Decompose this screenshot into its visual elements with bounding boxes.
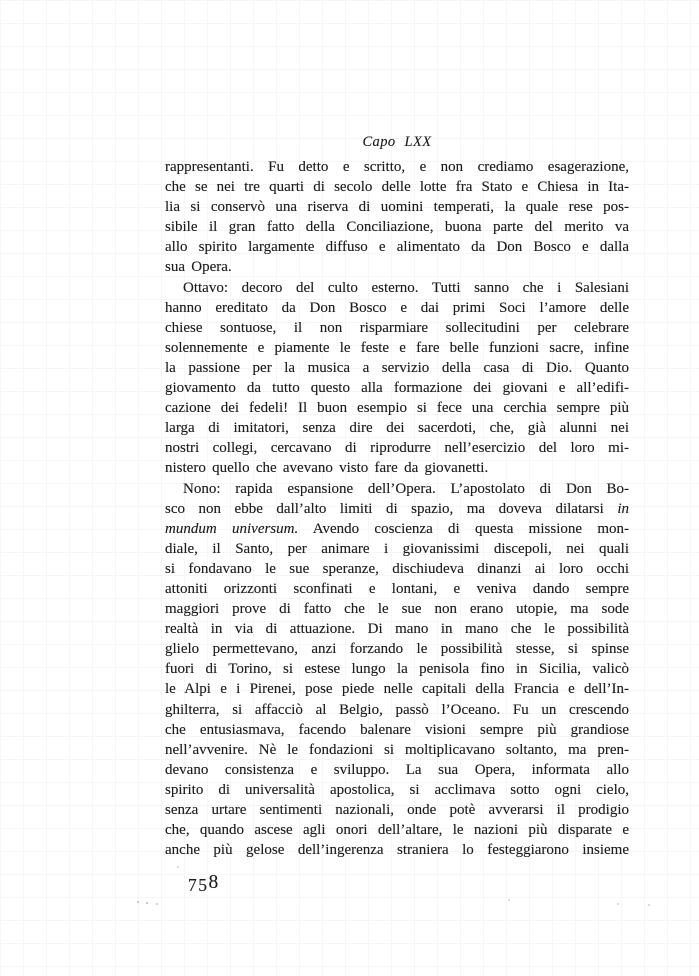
text-segment: attoniti orizzonti sconfinati e lontani, e veniva dando sempre [165,580,629,597]
page-number-digit: 8 [208,872,220,893]
text-segment: cazione dei fedeli! Il buon esempio si fece una cerchia sempre più [165,400,629,417]
scan-speck [648,904,650,906]
text-line [165,679,629,699]
chapter-header: Capo LXX [362,134,432,150]
text-line [165,740,629,760]
text-segment: realtà in via di attuazione. Di mano in mano che le possibilità [165,621,629,638]
text-segment: sibile il gran fatto della Conciliazione, buona parte del merito va [165,219,629,236]
text-segment: giovamento da tutto questo alla formazione dei giovani e all’edifi- [165,380,629,397]
text-segment: nell’avvenire. Nè le fondazioni si moltiplicavano soltanto, ma pren- [165,741,629,758]
page-number-digit: 7 [188,875,199,895]
text-segment: nistero quello che avevano visto fare da giovanetti. [165,460,489,477]
text-line [165,197,629,217]
text-line [165,157,629,177]
text-segment: lia si conservò una riserva di uomini temperati, la quale rese pos- [165,199,629,216]
text-segment: chiese sontuose, il non risparmiare sollecitudini per celebrare [165,319,629,336]
text-segment: sco non ebbe dall’alto limiti di spazio, ma doveva dilatarsi [165,500,618,517]
text-segment: spirito di universalità apostolica, si acclimava sotto ogni cielo, [165,781,629,798]
text-segment: Nono: rapida espansione dell’Opera. L’apostolato di Don Bo- [183,480,629,497]
text-segment: diale, il Santo, per animare i giovanissimi discepoli, nei quali [165,540,629,557]
text-segment: ghilterra, si affacciò al Belgio, passò l’Oceano. Fu un crescendo [165,701,629,718]
text-line [165,720,629,740]
text-line [165,257,629,277]
text-segment: anche più gelose dell’ingerenza straniera lo festeggiarono insieme [165,842,629,859]
text-segment: si fondavano le sue speranze, dischiudeva dinanzi ai loro occhi [165,560,629,577]
italic-text-segment: mundum universum. [165,520,299,537]
text-segment: che entusiasmava, facendo balenare visioni sempre più grandiose [165,721,629,738]
scan-speck [617,903,619,905]
text-line [165,479,629,499]
text-line [165,237,629,257]
text-line [165,177,629,197]
text-line [165,499,629,519]
text-line [165,800,629,820]
text-segment: glielo permettevano, anzi forzando le possibilità stesse, si spinse [165,641,629,658]
text-segment: che, quando ascese agli onori dell’altare, le nazioni più disparate e [165,822,629,839]
text-line [165,519,629,539]
text-segment: Ottavo: decoro del culto esterno. Tutti sanno che i Salesiani [183,279,629,296]
scan-speck [177,866,179,868]
text-segment: le Alpi e i Pirenei, pose piede nelle capitali della Francia e dell’In- [165,681,629,698]
text-segment: solennemente e piamente le feste e fare belle funzioni sacre, infine [165,339,629,356]
text-line [165,579,629,599]
text-segment: nostri collegi, cercavano di riprodurre nell’esercizio del loro mi- [165,440,629,457]
text-line [165,840,629,860]
text-line [165,217,629,237]
scan-speck [508,899,510,901]
text-segment: rappresentanti. Fu detto e scritto, e non crediamo esagerazione, [165,159,629,175]
text-line [165,820,629,840]
text-line [165,458,629,478]
scan-speck [156,903,158,905]
text-line [165,780,629,800]
text-segment: la passione per la musica a servizio della casa di Dio. Quanto [165,359,629,376]
text-segment: senza urtare sentimenti nazionali, onde potè avverarsi il prodigio [165,802,629,818]
text-line [165,278,629,298]
text-segment: che se nei tre quarti di secolo delle lotte fra Stato e Chiesa in Ita- [165,179,629,196]
text-line [165,398,629,418]
text-line [165,298,629,318]
text-line [165,659,629,679]
text-segment: fuori di Torino, si estese lungo la penisola fino in Sicilia, valicò [165,661,629,678]
text-line [165,639,629,659]
text-line [165,760,629,780]
text-segment: hanno ereditato da Don Bosco e dai primi Soci l’amore delle [165,299,629,316]
text-segment: Avendo coscienza di questa missione mon- [298,520,630,537]
text-segment: allo spirito largamente diffuso e alimentato da Don Bosco e dalla [165,239,629,256]
text-line [165,559,629,579]
text-line [165,438,629,458]
text-segment: maggiori prove di fatto che le sue non erano utopie, ma sode [165,601,629,618]
page-number [188,872,220,894]
text-line [165,378,629,398]
scan-speck [137,901,139,903]
page-number-digit: 5 [198,875,209,895]
page-body [165,157,629,860]
book-page-text-column [165,132,630,895]
scan-speck [146,902,148,904]
text-segment: devano consistenza e sviluppo. La sua Opera, informata allo [165,761,629,778]
text-line [165,418,629,438]
text-line [165,318,629,338]
text-line [165,338,629,358]
italic-text-segment: in [617,500,629,517]
text-line [165,539,629,559]
text-line [165,700,629,720]
text-segment: sua Opera. [165,259,232,276]
text-line [165,619,629,639]
text-line [165,358,629,378]
text-segment: larga di imitatori, senza dire dei sacerdoti, che, già alunni nei [165,420,629,437]
text-line [165,599,629,619]
